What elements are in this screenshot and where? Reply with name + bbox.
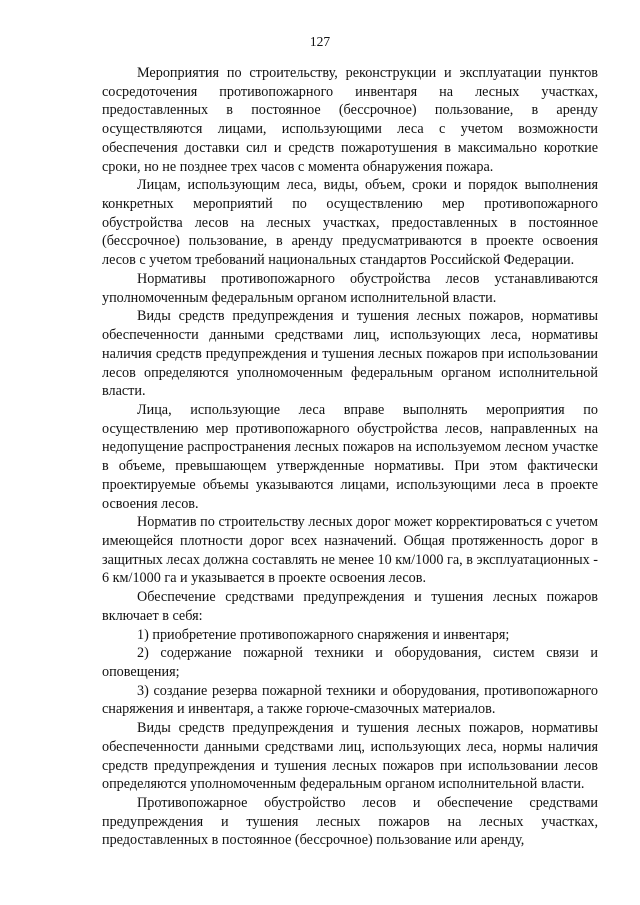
page-number: 127 <box>309 34 331 49</box>
paragraph-8: Виды средств предупреждения и тушения лесных пожаров, нормативы обеспеченности данными средствами лиц, использующих леса, нормы наличия средств предупреждения и тушения лесных пожаров при использовании лесов определяются уполномоченным федеральным органом исполнительной власти. <box>102 720 598 793</box>
list-item-3: 3) создание резерва пожарной техники и оборудования, противопожарного снаряжения и инвентаря, а также горюче-смазочных материалов. <box>102 682 598 718</box>
paragraph-5: Лица, использующие леса вправе выполнять мероприятия по осуществлению мер противопожарного обустройства лесов, направленных на недопущение распространения лесных пожаров на используемом лесном участке в объеме, превышающем утвержденные нормативы. При этом фактически проектируемые объемы указываются лицами, использующими леса в проекте освоения лесов. <box>102 401 598 512</box>
list-item-2: 2) содержание пожарной техники и оборудования, систем связи и оповещения; <box>102 645 598 680</box>
paragraph-9: Противопожарное обустройство лесов и обеспечение средствами предупреждения и тушения лесных пожаров на лесных участках, предоставленных в постоянное (бессрочное) пользование или аренду, <box>102 795 598 849</box>
paragraph-1: Мероприятия по строительству, реконструкции и эксплуатации пунктов сосредоточения противопожарного инвентаря на лесных участках, предоставленных в постоянное (бессрочное) пользование, в аренду осуществляются лицами, использующими леса с учетом возможности обеспечения доставки сил и средств пожаротушения в максимально короткие сроки, но не позднее трех часов с момента обнаружения пожара. <box>102 65 598 175</box>
paragraph-4: Виды средств предупреждения и тушения лесных пожаров, нормативы обеспеченности данными средствами лиц, использующих леса, нормативы наличия средств предупреждения и тушения лесных пожаров при использовании лесов определяются уполномоченным федеральным органом исполнительной власти. <box>102 308 598 400</box>
list-item-1: 1) приобретение противопожарного снаряжения и инвентаря; <box>137 626 510 643</box>
document-body <box>102 64 598 850</box>
paragraph-2: Лицам, использующим леса, виды, объем, сроки и порядок выполнения конкретных мероприятий по осуществлению мер противопожарного обустройства лесов на лесных участках, предоставленных в постоянное (бессрочное) пользование, в аренду предусматриваются в проекте освоения лесов с учетом требований национальных стандартов Российской Федерации. <box>102 177 598 269</box>
paragraph-7: Обеспечение средствами предупреждения и тушения лесных пожаров включает в себя: <box>102 589 598 624</box>
paragraph-6: Норматив по строительству лесных дорог может корректироваться с учетом имеющейся плотности дорог всех назначений. Общая протяженность дорог в защитных лесах должна составлять не менее 10 км/1000 га, в эксплуатационных - 6 км/1000 га и указывается в проекте освоения лесов. <box>102 514 598 587</box>
paragraph-3: Нормативы противопожарного обустройства лесов устанавливаются уполномоченным федеральным органом исполнительной власти. <box>102 270 598 306</box>
